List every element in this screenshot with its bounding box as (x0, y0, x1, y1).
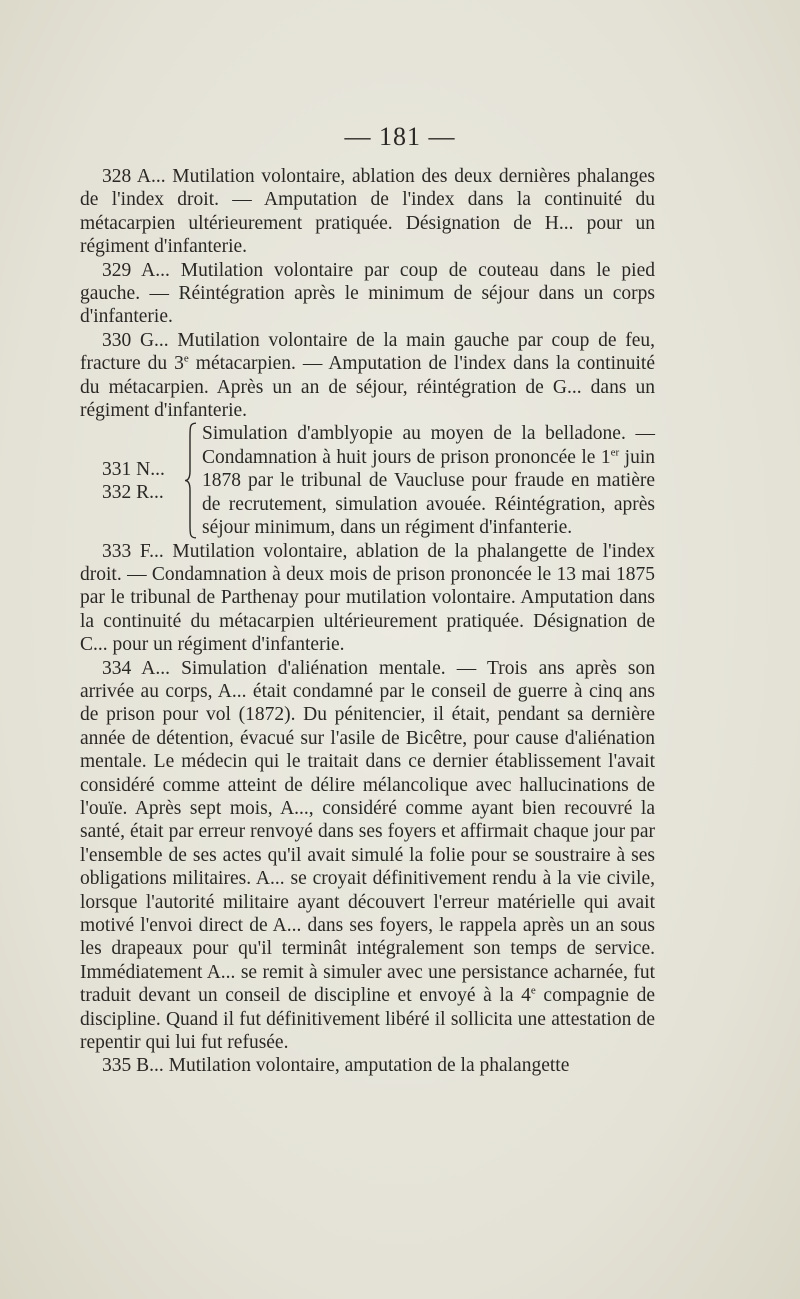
superscript: e (530, 984, 536, 997)
entry-328: 328 A... Mutilation volontaire, ablation des deux dernières phalanges de l'index droit. — Amputation de l'index dans la continuité du métacarpien ultérieurement pratiquée. Désignation de H... pour un régiment d'infanterie. (80, 166, 655, 258)
entry-331-label: 331 N... (102, 458, 165, 480)
entry-334-part-b: compagnie de discipline. Quand il fut définitivement libéré il sollicita une attestation de repentir qui lui fut refusée. (80, 985, 655, 1054)
entries-331-332-text (200, 422, 655, 539)
bracket-text-part-b: juin 1878 par le tribunal de Vaucluse pour fraude en matière de recrutement, simulation avouée. Réintégration, après séjour minimum, dans un régiment d'infanterie. (202, 446, 655, 539)
entry-330: 330 G... Mutilation volontaire de la main gauche par coup de feu, fracture du 3e métacarpien. — Amputation de l'index dans la continuité du métacarpien. Après un an de séjour, réintégration de G... dans un régiment d'infanterie. (80, 329, 655, 422)
superscript: e (183, 352, 189, 365)
entry-334 (80, 657, 655, 1055)
entry-333: 333 F... Mutilation volontaire, ablation de la phalangette de l'index droit. — Condamnation à deux mois de prison prononcée le 13 mai 1875 par le tribunal de Parthenay pour mutilation volontaire. Amputation dans la continuité du métacarpien ultérieurement pratiquée. Désignation de C... pour un régiment d'infanterie. (80, 540, 655, 656)
entry-329: 329 A... Mutilation volontaire par coup de couteau dans le pied gauche. — Réintégration après le minimum de séjour dans un corps d'infanterie. (80, 259, 655, 328)
superscript: er (610, 446, 620, 459)
entry-334-part-a: 334 A... Simulation d'aliénation mentale. — Trois ans après son arrivée au corps, A... était condamné par le conseil de guerre à cinq ans de prison pour vol (1872). Du pénitencier, il était, pendant sa dernière année de détention, évacué sur l'asile de Bicêtre, pour cause d'aliénation mentale. Le médecin qui le traitait dans ce dernier établissement l'avait considéré comme atteint de délire mélancolique avec hallucinations de l'ouïe. Après sept mois, A..., considéré comme ayant bien recouvré la santé, était par erreur renvoyé dans ses foyers et affirmait chaque jour par l'ensemble de ses actes qu'il avait simulé la folie pour se soustraire à ses obligations militaires. A... se croyait définitivement rendu à la vie civile, lorsque l'autorité militaire ayant découvert l'erreur matérielle qui avait motivé l'envoi direct de A... dans ses foyers, le rappela après un an sous les drapeaux pour qu'il terminât intégralement son temps de service. Immédiatement A... se remit à simuler avec une persistance acharnée, fut traduit devant un conseil de discipline et envoyé à la 4 (80, 657, 655, 1007)
entry-332-label: 332 R... (102, 481, 164, 503)
bracket-text-part-a: Simulation d'amblyopie au moyen de la belladone. — Condamnation à huit jours de prison prononcée le 1 (202, 423, 655, 468)
page-body (80, 165, 655, 1078)
page-number: — 181 — (344, 122, 456, 151)
curly-brace-icon (184, 422, 200, 539)
bracket-labels (80, 422, 184, 539)
entries-331-332 (80, 422, 655, 539)
entry-335: 335 B... Mutilation volontaire, amputation de la phalangette (102, 1055, 570, 1077)
